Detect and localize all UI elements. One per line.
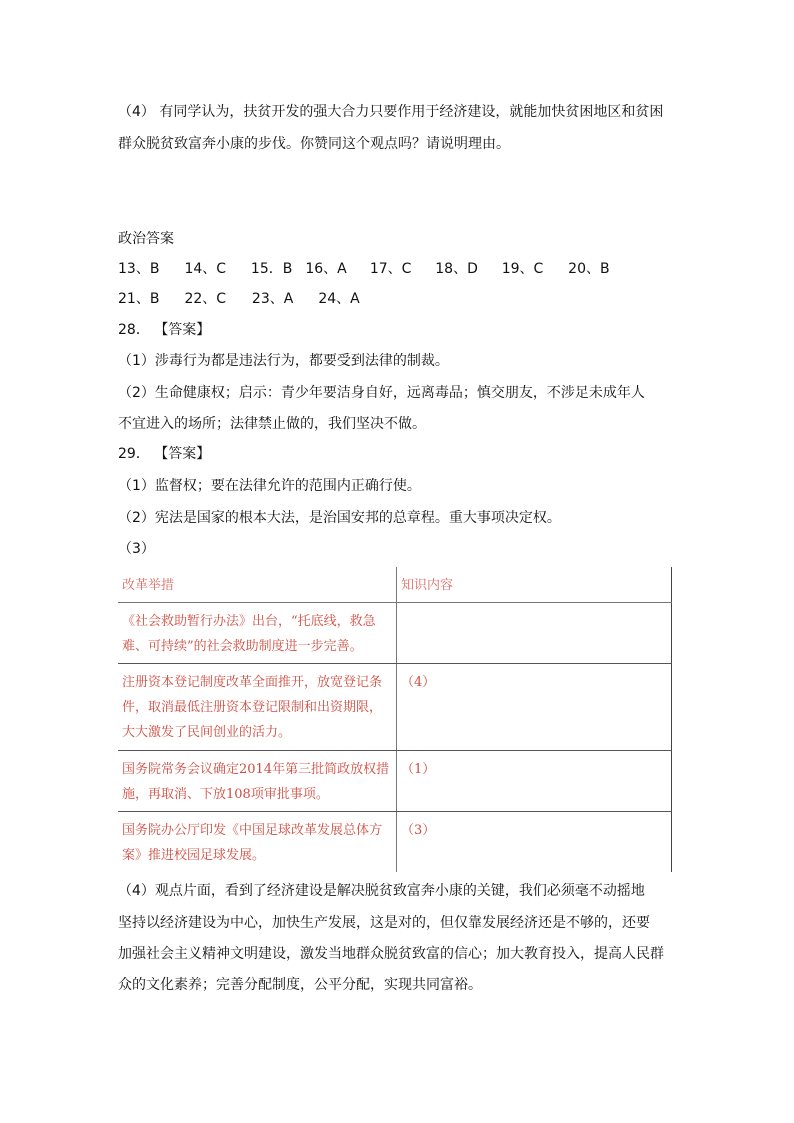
table-header-knowledge: 知识内容 — [397, 567, 672, 603]
q29-answer-4-line-4: 众的文化素养；完善分配制度，公平分配，实现共同富裕。 — [118, 977, 482, 993]
q28-answer-2-line-1: （2）生命健康权；启示：青少年要洁身自好，远离毒品；慎交朋友，不涉足未成年人 — [118, 385, 645, 401]
table-row-1-reform: 《社会救助暂行办法》出台，“托底线，救急难、可持续”的社会救助制度进一步完善。 — [118, 603, 397, 664]
q29-answer-4-line-1: （4）观点片面，看到了经济建设是解决脱贫致富奔小康的关键，我们必须毫不动摇地 — [118, 883, 645, 899]
answer-18: 18、D — [435, 261, 478, 277]
table-row-3-reform: 国务院常务会议确定2014年第三批简政放权措施，再取消、下放108项审批事项。 — [118, 751, 397, 812]
table-row-1-knowledge — [397, 603, 672, 664]
q29-heading: 29． 【答案】 — [118, 446, 211, 462]
table-row-2-knowledge: （4） — [397, 664, 672, 751]
answer-row-2 — [118, 289, 360, 309]
answer-20: 20、B — [568, 261, 610, 277]
answer-16: 16、A — [305, 261, 347, 277]
table-row-2-reform: 注册资本登记制度改革全面推开，放宽登记条件，取消最低注册资本登记限制和出资期限，大大激发了民间创业的活力。 — [118, 664, 397, 751]
answer-23: 23、A — [251, 291, 294, 307]
q29-answer-4-line-2: 坚持以经济建设为中心，加快生产发展，这是对的，但仅靠发展经济还是不够的，还要 — [118, 915, 650, 931]
question-4-line-1: （4） 有同学认为，扶贫开发的强大合力只要作用于经济建设，就能加快贫困地区和贫困 — [118, 104, 664, 120]
answer-13: 13、B — [118, 261, 160, 277]
answers-title: 政治答案 — [118, 231, 174, 247]
answer-24: 24、A — [318, 291, 360, 307]
q29-answer-4-line-3: 加强社会主义精神文明建设，激发当地群众脱贫致富的信心；加大教育投入，提高人民群 — [118, 946, 664, 962]
table-header-reform: 改革举措 — [118, 567, 397, 603]
answer-19: 19、C — [501, 261, 544, 277]
table-row-4-reform: 国务院办公厅印发《中国足球改革发展总体方案》推进校园足球发展。 — [118, 812, 397, 873]
reform-table — [118, 567, 672, 873]
table-row-4-knowledge: （3） — [397, 812, 672, 873]
q29-answer-1: （1）监督权；要在法律允许的范围内正确行使。 — [118, 478, 421, 494]
answer-15: 15．B — [250, 261, 293, 277]
answer-22: 22、C — [184, 291, 227, 307]
answer-14: 14、C — [184, 261, 227, 277]
answer-17: 17、C — [369, 261, 412, 277]
q28-heading: 28． 【答案】 — [118, 322, 211, 338]
q28-answer-1: （1）涉毒行为都是违法行为，都要受到法律的制裁。 — [118, 353, 449, 369]
answer-row-1 — [118, 259, 610, 279]
q29-answer-3-label: （3） — [118, 541, 155, 557]
q29-answer-2: （2）宪法是国家的根本大法，是治国安邦的总章程。重大事项决定权。 — [118, 510, 561, 526]
answer-21: 21、B — [118, 291, 160, 307]
table-row-3-knowledge: （1） — [397, 751, 672, 812]
q28-answer-2-line-2: 不宜进入的场所；法律禁止做的，我们坚决不做。 — [118, 416, 426, 432]
question-4-line-2: 群众脱贫致富奔小康的步伐。你赞同这个观点吗？请说明理由。 — [118, 136, 510, 152]
